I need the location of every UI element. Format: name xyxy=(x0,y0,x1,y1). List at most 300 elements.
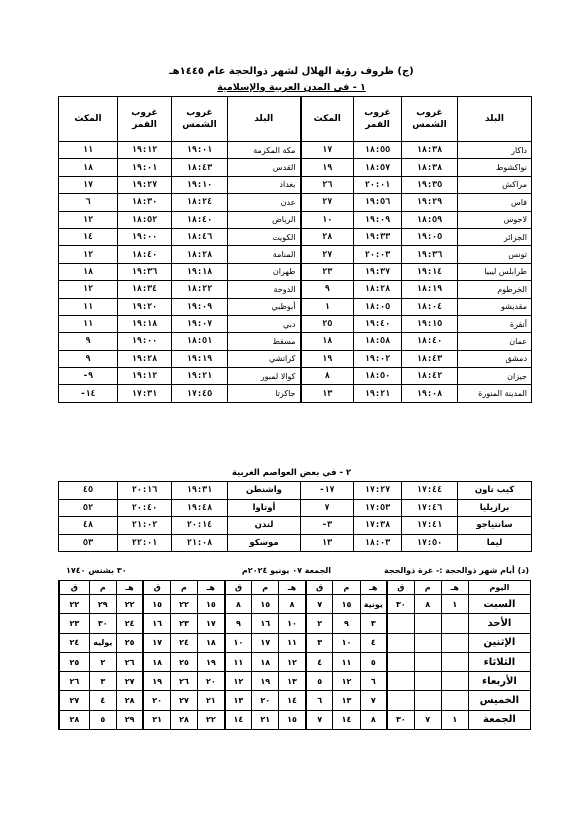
city-cell: جاكرتا xyxy=(228,385,301,402)
value-cell: ١٩:٠١ xyxy=(172,142,228,159)
column-header: غروب القمر xyxy=(354,97,402,142)
value-cell: ١٨:٤٣ xyxy=(402,350,458,367)
value-cell: ٢٠:٠١ xyxy=(354,176,402,193)
calendar-cell: ٢٥ xyxy=(170,652,197,671)
calendar-cell: ٤ xyxy=(89,691,116,710)
calendar-column-header: م xyxy=(170,581,197,595)
table-row xyxy=(59,211,532,228)
value-cell: ١٨:٥٧ xyxy=(354,159,402,176)
value-cell: ٢٣ xyxy=(301,263,354,280)
page-title: (ج) ظروف رؤية الهلال لشهر ذوالحجة عام ١٤٤٥هـ xyxy=(169,66,414,77)
calendar-cell: ١٤ xyxy=(225,710,252,729)
table-row xyxy=(59,159,532,176)
value-cell: ١٩:٣١ xyxy=(172,482,228,500)
calendar-cell: ١٢ xyxy=(279,652,306,671)
calendar-row xyxy=(59,595,531,614)
calendar-column-header: هـ xyxy=(441,581,468,595)
value-cell: ١٩:١٨ xyxy=(172,263,228,280)
calendar-cell xyxy=(387,672,414,691)
value-cell: ١٩:١٥ xyxy=(402,315,458,332)
calendar-cell: ٢٦ xyxy=(59,672,89,691)
value-cell: ١٨:٠٣ xyxy=(354,534,402,552)
calendar-cell xyxy=(387,652,414,671)
month-info-line xyxy=(58,566,531,579)
value-cell: ١٨ xyxy=(301,333,354,350)
value-cell: ١٨:٥٢ xyxy=(118,211,172,228)
calendar-day-name: الجمعة xyxy=(468,710,530,729)
calendar-row xyxy=(59,691,531,710)
calendar-cell: ٣٠ xyxy=(89,614,116,633)
calendar-cell xyxy=(441,614,468,633)
calendar-cell: ٦ xyxy=(306,691,333,710)
calendar-cell: ٢٤ xyxy=(116,614,143,633)
calendar-cell: ١٠ xyxy=(333,633,360,652)
calendar-cell: ٢٩ xyxy=(89,595,116,614)
value-cell: ١٨:٥٩ xyxy=(402,211,458,228)
value-cell: ٩ xyxy=(301,281,354,298)
calendar-cell: يوليه xyxy=(89,633,116,652)
calendar-column-header: م xyxy=(333,581,360,595)
calendar-column-header: هـ xyxy=(360,581,387,595)
city-cell: أنقرة xyxy=(458,315,532,332)
calendar-cell: ٢٢ xyxy=(170,595,197,614)
calendar-column-header: ق xyxy=(387,581,414,595)
calendar-cell: ٩ xyxy=(225,614,252,633)
calendar-cell: ٢١ xyxy=(198,691,225,710)
calendar-cell: ٤ xyxy=(360,633,387,652)
value-cell: ١٢ xyxy=(59,246,118,263)
calendar-column-header: م xyxy=(89,581,116,595)
calendar-cell: ٣ xyxy=(360,614,387,633)
value-cell: ٢١:٠٨ xyxy=(172,534,228,552)
value-cell: ١٩:١٢ xyxy=(118,368,172,385)
city-cell: المدينة المنورة xyxy=(458,385,532,402)
value-cell: ١٩:٠٨ xyxy=(402,385,458,402)
value-cell: ١٩:١٠ xyxy=(172,176,228,193)
calendar-cell: ٥ xyxy=(360,652,387,671)
value-cell: ١٣ xyxy=(301,385,354,402)
value-cell: ١٩:٣٦ xyxy=(118,263,172,280)
value-cell: ١٩:١٨ xyxy=(118,315,172,332)
table-row xyxy=(59,281,532,298)
calendar-cell xyxy=(441,672,468,691)
value-cell: ١٨:٥٠ xyxy=(354,368,402,385)
calendar-day-name: الأربعاء xyxy=(468,672,530,691)
city-cell: مكة المكرمة xyxy=(228,142,301,159)
calendar-cell: ٥ xyxy=(89,710,116,729)
column-header: المكث xyxy=(59,97,118,142)
value-cell: ١٨:٤٠ xyxy=(402,333,458,350)
city-cell: عمان xyxy=(458,333,532,350)
value-cell: ١٩:٠١ xyxy=(118,159,172,176)
value-cell: ٢٠:١٤ xyxy=(172,517,228,535)
calendar-cell xyxy=(387,614,414,633)
column-header: المكث xyxy=(301,97,354,142)
calendar-cell: ٢٢ xyxy=(198,710,225,729)
value-cell: ٢٥ xyxy=(301,315,354,332)
value-cell: ١٨:٢٢ xyxy=(172,281,228,298)
calendar-cell: ١٣ xyxy=(225,691,252,710)
table-row xyxy=(59,176,532,193)
calendar-row xyxy=(59,633,531,652)
calendar-cell: ٧ xyxy=(360,691,387,710)
city-cell: كراتشي xyxy=(228,350,301,367)
calendar-cell: ١٢ xyxy=(333,672,360,691)
city-cell: ليما xyxy=(458,534,532,552)
calendar-cell: ٨ xyxy=(360,710,387,729)
calendar-cell: ١١ xyxy=(279,633,306,652)
city-cell: لندن xyxy=(228,517,301,535)
calendar-cell: ٢ xyxy=(89,652,116,671)
calendar-cell: ٧ xyxy=(414,710,441,729)
value-cell: ١١ xyxy=(59,298,118,315)
value-cell: ١٩:٢٨ xyxy=(118,350,172,367)
calendar-cell xyxy=(414,672,441,691)
value-cell: ١٨:٠٥ xyxy=(354,298,402,315)
value-cell: ١٩:٥٦ xyxy=(354,194,402,211)
calendar-cell xyxy=(441,652,468,671)
calendar-cell: ٢٧ xyxy=(116,672,143,691)
value-cell: ١٧:٤٤ xyxy=(402,482,458,500)
table-row xyxy=(59,517,532,535)
city-cell: دمشق xyxy=(458,350,532,367)
calendar-column-header: ق xyxy=(59,581,89,595)
city-cell: تونس xyxy=(458,246,532,263)
calendar-day-header: اليوم xyxy=(468,581,530,595)
column-header: غروب القمر xyxy=(118,97,172,142)
value-cell: ١٧ xyxy=(59,176,118,193)
calendar-cell: ١٥ xyxy=(333,595,360,614)
value-cell: ١٧:٤٦ xyxy=(402,499,458,517)
page-subtitle: ١ - في المدن العربية والإسلامية xyxy=(217,82,366,93)
value-cell: ١٩:٢٠ xyxy=(118,298,172,315)
value-cell: ١٨:٤٦ xyxy=(172,228,228,245)
city-cell: مراكش xyxy=(458,176,532,193)
value-cell: ٥٢ xyxy=(59,499,118,517)
calendar-cell: ١٦ xyxy=(143,614,170,633)
city-cell: أبوظبي xyxy=(228,298,301,315)
value-cell: ١٩:٣٣ xyxy=(354,228,402,245)
city-cell: طرابلس ليبيا xyxy=(458,263,532,280)
value-cell: ١٨ xyxy=(59,159,118,176)
table-row xyxy=(59,482,532,500)
calendar-cell: ٩ xyxy=(333,614,360,633)
calendar-cell: ٢٤ xyxy=(59,633,89,652)
value-cell: ١٩:٤٨ xyxy=(172,499,228,517)
value-cell: ١٩:٠٠ xyxy=(118,228,172,245)
value-cell: ٢١:٠٢ xyxy=(118,517,172,535)
column-header: البلد xyxy=(228,97,301,142)
calendar-cell: ٢٨ xyxy=(59,710,89,729)
value-cell: ٤٥ xyxy=(59,482,118,500)
value-cell: ٦ xyxy=(59,194,118,211)
table-row xyxy=(59,246,532,263)
city-cell: كوالا لمبور xyxy=(228,368,301,385)
value-cell: ٨ xyxy=(301,368,354,385)
calendar-cell: ١٤ xyxy=(333,710,360,729)
value-cell: ١٩:٣٥ xyxy=(402,176,458,193)
value-cell: ٢٠:٠٣ xyxy=(354,246,402,263)
calendar-cell: ١٥ xyxy=(198,595,225,614)
calendar-cell: ١٦ xyxy=(252,614,279,633)
table-row xyxy=(59,368,532,385)
value-cell: ١٩:٣٦ xyxy=(402,246,458,263)
value-cell: ١٩:٣٧ xyxy=(354,263,402,280)
table-row xyxy=(59,499,532,517)
table-row xyxy=(59,350,532,367)
calendar-cell: ٢٨ xyxy=(170,710,197,729)
city-cell: موسكو xyxy=(228,534,301,552)
value-cell: ١١ xyxy=(59,142,118,159)
calendar-day-name: الأحد xyxy=(468,614,530,633)
value-cell: ١٨:٤٠ xyxy=(172,211,228,228)
city-cell: الكويت xyxy=(228,228,301,245)
calendar-cell: ١٨ xyxy=(198,633,225,652)
value-cell: ١٨:٢٨ xyxy=(172,246,228,263)
month-info-coptic: ٣٠ بشنس ١٧٤٠ xyxy=(66,566,127,575)
calendar-cell: ١٧ xyxy=(198,614,225,633)
table-row xyxy=(59,333,532,350)
value-cell: ١٧:٤٥ xyxy=(172,385,228,402)
calendar-cell: ٢ xyxy=(306,614,333,633)
western-capitals-table xyxy=(58,481,532,552)
calendar-cell: ١٠ xyxy=(225,633,252,652)
value-cell: ١٨:٣٠ xyxy=(118,194,172,211)
calendar-row xyxy=(59,710,531,729)
calendar-cell: ١٧ xyxy=(143,633,170,652)
calendar-cell: ١١ xyxy=(225,652,252,671)
calendar-cell: ٣٠ xyxy=(387,595,414,614)
calendar-cell: ٧ xyxy=(306,710,333,729)
value-cell: ١٤ xyxy=(59,228,118,245)
city-cell: واشنطن xyxy=(228,482,301,500)
calendar-table xyxy=(58,580,531,730)
month-info-label: (د) أيام شهر ذوالحجة :- غرة ذوالحجة xyxy=(384,566,529,575)
calendar-cell: ٢٠ xyxy=(252,691,279,710)
value-cell: ١٢ xyxy=(59,281,118,298)
calendar-cell: ٨ xyxy=(279,595,306,614)
value-cell: ١٩:٢٩ xyxy=(402,194,458,211)
calendar-cell: ٢١ xyxy=(252,710,279,729)
value-cell: ٤٨ xyxy=(59,517,118,535)
value-cell: ١٨:٣٤ xyxy=(118,281,172,298)
calendar-day-name: السبت xyxy=(468,595,530,614)
calendar-column-header: هـ xyxy=(279,581,306,595)
calendar-cell: يونية xyxy=(360,595,387,614)
calendar-day-name: الثلاثاء xyxy=(468,652,530,671)
city-cell: فاس xyxy=(458,194,532,211)
table-row xyxy=(59,534,532,552)
calendar-cell xyxy=(414,652,441,671)
calendar-column-header: هـ xyxy=(116,581,143,595)
city-cell: داكار xyxy=(458,142,532,159)
calendar-cell: ٥ xyxy=(306,672,333,691)
value-cell: ١٩:٠٩ xyxy=(354,211,402,228)
city-cell: القدس xyxy=(228,159,301,176)
value-cell: ١٩:٢١ xyxy=(354,385,402,402)
calendar-cell: ١ xyxy=(441,595,468,614)
calendar-cell: ١٥ xyxy=(252,595,279,614)
value-cell: ٥٣ xyxy=(59,534,118,552)
value-cell: ١٩:١٤ xyxy=(402,263,458,280)
calendar-cell xyxy=(414,691,441,710)
value-cell: ١٨:٠٤ xyxy=(402,298,458,315)
calendar-column-header: م xyxy=(414,581,441,595)
arab-cities-table xyxy=(58,96,532,403)
city-cell: نواكشوط xyxy=(458,159,532,176)
calendar-column-header: ق xyxy=(306,581,333,595)
value-cell: ١٩:٤٠ xyxy=(354,315,402,332)
value-cell: ١٨:٢٨ xyxy=(354,281,402,298)
value-cell: ١٩:٠٢ xyxy=(354,350,402,367)
value-cell: ١٧:٢٧ xyxy=(354,482,402,500)
calendar-cell: ٢٣ xyxy=(170,614,197,633)
value-cell: ١٣ xyxy=(301,534,354,552)
calendar-cell: ٧ xyxy=(306,595,333,614)
calendar-cell: ١٣ xyxy=(279,672,306,691)
table-row xyxy=(59,194,532,211)
calendar-cell: ١٥ xyxy=(143,595,170,614)
calendar-cell: ١ xyxy=(441,710,468,729)
value-cell: ١٩:٠٥ xyxy=(402,228,458,245)
table-row xyxy=(59,142,532,159)
value-cell: ١٨:٣٨ xyxy=(402,159,458,176)
value-cell: ١٨:٣٨ xyxy=(402,142,458,159)
table-row xyxy=(59,315,532,332)
calendar-cell: ٣٠ xyxy=(387,710,414,729)
calendar-column-header: ق xyxy=(225,581,252,595)
calendar-cell: ٢٥ xyxy=(59,652,89,671)
calendar-cell xyxy=(414,633,441,652)
city-cell: دبي xyxy=(228,315,301,332)
calendar-cell: ٢٢ xyxy=(59,595,89,614)
calendar-column-header: م xyxy=(252,581,279,595)
table-row xyxy=(59,385,532,402)
calendar-cell: ١٧ xyxy=(252,633,279,652)
calendar-cell xyxy=(387,691,414,710)
calendar-cell: ٢٢ xyxy=(116,595,143,614)
calendar-cell: ٢٦ xyxy=(116,652,143,671)
calendar-cell: ١٩ xyxy=(143,672,170,691)
calendar-cell: ٢٠ xyxy=(143,691,170,710)
city-cell: برازيليا xyxy=(458,499,532,517)
city-cell: مسقط xyxy=(228,333,301,350)
table-row xyxy=(59,263,532,280)
value-cell: ٢٠:٤٠ xyxy=(118,499,172,517)
value-cell: ٢٨ xyxy=(301,228,354,245)
calendar-cell xyxy=(387,633,414,652)
value-cell: ١٨:٤٢ xyxy=(402,368,458,385)
city-cell: الدوحة xyxy=(228,281,301,298)
value-cell: ١٨:٤٠ xyxy=(118,246,172,263)
calendar-cell: ٢٦ xyxy=(170,672,197,691)
section-2-title: ٢ - في بعض العواصم الغربية xyxy=(231,468,352,478)
city-cell: الرياض xyxy=(228,211,301,228)
calendar-cell: ١٢ xyxy=(225,672,252,691)
value-cell: ٩ xyxy=(59,350,118,367)
calendar-row xyxy=(59,614,531,633)
calendar-cell: ٢٣ xyxy=(59,614,89,633)
value-cell: ٢٦ xyxy=(301,176,354,193)
value-cell: ١٨:٢٤ xyxy=(172,194,228,211)
calendar-day-name: الإثنين xyxy=(468,633,530,652)
calendar-cell: ١٨ xyxy=(252,652,279,671)
value-cell: ١٨ xyxy=(59,263,118,280)
value-cell: ٣- xyxy=(301,517,354,535)
column-header: البلد xyxy=(458,97,532,142)
calendar-cell: ٤ xyxy=(306,652,333,671)
city-cell: الخرطوم xyxy=(458,281,532,298)
value-cell: ١٢ xyxy=(59,211,118,228)
value-cell: ١٧- xyxy=(301,482,354,500)
calendar-cell: ١١ xyxy=(333,652,360,671)
calendar-cell: ٢٨ xyxy=(116,691,143,710)
value-cell: ١٤- xyxy=(59,385,118,402)
month-info-date: الجمعة ٠٧ يونيو ٢٠٢٤م xyxy=(241,566,331,575)
calendar-cell: ١٠ xyxy=(279,614,306,633)
city-cell: المنامة xyxy=(228,246,301,263)
calendar-row xyxy=(59,672,531,691)
city-cell: أوتاوا xyxy=(228,499,301,517)
value-cell: ١٧ xyxy=(301,142,354,159)
city-cell: سانتياجو xyxy=(458,517,532,535)
calendar-cell: ٢٤ xyxy=(170,633,197,652)
calendar-column-header: ق xyxy=(143,581,170,595)
value-cell: ١٨:١٩ xyxy=(402,281,458,298)
city-cell: بغداد xyxy=(228,176,301,193)
value-cell: ١٨:٥١ xyxy=(172,333,228,350)
city-cell: لاجوس xyxy=(458,211,532,228)
calendar-cell: ٣ xyxy=(306,633,333,652)
calendar-cell: ١٨ xyxy=(143,652,170,671)
calendar-header-row xyxy=(59,581,531,595)
value-cell: ١٩:٢٧ xyxy=(118,176,172,193)
calendar-day-name: الخميس xyxy=(468,691,530,710)
value-cell: ١٧:٤١ xyxy=(402,517,458,535)
calendar-cell xyxy=(441,691,468,710)
value-cell: ٢٧ xyxy=(301,246,354,263)
value-cell: ١٩:١٢ xyxy=(118,142,172,159)
calendar-cell: ١٣ xyxy=(333,691,360,710)
calendar-cell: ٢٥ xyxy=(116,633,143,652)
calendar-cell xyxy=(441,633,468,652)
value-cell: ١٩:٠٠ xyxy=(118,333,172,350)
value-cell: ١٩ xyxy=(301,159,354,176)
calendar-cell: ٢٩ xyxy=(116,710,143,729)
city-cell: طهران xyxy=(228,263,301,280)
value-cell: ٩- xyxy=(59,368,118,385)
value-cell: ١٩:٠٩ xyxy=(172,298,228,315)
value-cell: ١٩:٢١ xyxy=(172,368,228,385)
table-row xyxy=(59,228,532,245)
value-cell: ١٧:٣٨ xyxy=(354,517,402,535)
calendar-cell: ٢٧ xyxy=(170,691,197,710)
value-cell: ١٨:٥٨ xyxy=(354,333,402,350)
city-cell: كيب تاون xyxy=(458,482,532,500)
city-cell: جيزان xyxy=(458,368,532,385)
calendar-column-header: هـ xyxy=(198,581,225,595)
value-cell: ١٨:٥٥ xyxy=(354,142,402,159)
calendar-cell: ٨ xyxy=(414,595,441,614)
value-cell: ١٨:٤٣ xyxy=(172,159,228,176)
calendar-cell: ١٥ xyxy=(279,710,306,729)
value-cell: ١٩ xyxy=(301,350,354,367)
column-header: غروب الشمس xyxy=(402,97,458,142)
value-cell: ١٩:١٩ xyxy=(172,350,228,367)
value-cell: ١١ xyxy=(59,315,118,332)
value-cell: ٧ xyxy=(301,499,354,517)
table-header-row xyxy=(59,97,532,142)
